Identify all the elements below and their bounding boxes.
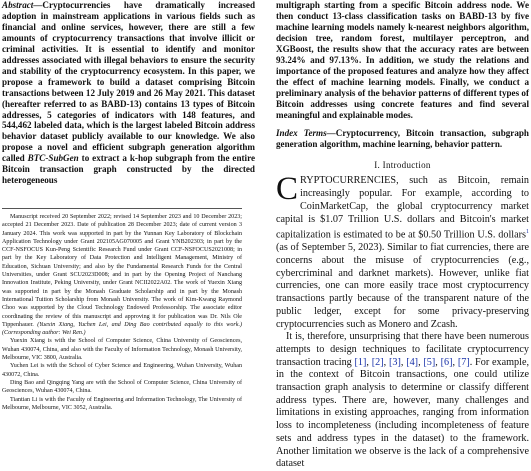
footnote-affiliation: Yuchen Lei is with the School of Cyber Science and Engineering, Wuhan University, Wuhan 430072, China.	[2, 363, 242, 378]
footnote-affiliation: Yuexin Xiang is with the School of Computer Science, China University of Geosciences, Wuhan 430074, China, and also with the Faculty of Information Technology, Monash University, Melbourne, VIC 3800, Australia.	[2, 338, 242, 362]
index-terms-text: Cryptocurrency, Bitcoin transaction, subgraph generation algorithm, machine learning, behavior pattern.	[276, 128, 529, 150]
footnote-block	[2, 213, 242, 412]
abstract-text-end: to extract a k-hop subgraph from the entire Bitcoin transaction graph constructed by the directed heterogeneous	[2, 153, 255, 186]
citation-link[interactable]: [4]	[406, 356, 419, 368]
intro-body	[276, 171, 530, 471]
intro-paragraph-1: CRYPTOCURRENCIES, such as Bitcoin, remain increasingly popular. For example, according to CoinMarketCap, the global cryptocurrency market capital is $1.07 Trillion U.S. dollars and Bitcoin's market capitalization is estimated to be at $0.50 Trillion U.S. dollars$^1$ (as of September 5, 2023). Similar to fiat currencies, there are concerns about the misuse of cryptocurrencies (e.g., cybercriminal and darknet markets). However, unlike fiat currencies, one can more easily trace most cryptocurrency transactions partly because of the transparent nature of the public ledger, except for some privacy-preserving cryptocurrencies such as Monero and Zcash.	[276, 171, 529, 330]
citation-link[interactable]: [5]	[423, 356, 436, 368]
drop-cap: C	[276, 171, 299, 208]
abstract-label: Abstract—	[2, 0, 43, 10]
citation-link[interactable]: [3]	[388, 356, 401, 368]
left-column	[2, 0, 255, 186]
algorithm-name: BTC-SubGen	[27, 153, 79, 164]
intro-paragraph-2: It is, therefore, unsurprising that there have been numerous attempts to design techniques to facilitate cryptocurrency transaction tracing [1], [2], [3], [4], [5], [6], [7]. For example, in the context of Bitcoin transactions, one could utilize transaction graph analysis to determine or classify different address types. There are, however, many challenges and limitations in existing approaches, ranging from information loss to incompleteness (including incompleteness of feature sets and address types in the dataset) to the framework. Another limitation we observe is the lack of a comprehensive dataset	[276, 331, 530, 470]
abstract-text: Cryptocurrencies have dramatically increased adoption in mainstream applications in various fields such as financial and online services, however, there are still a few amounts of cryptocurrency transactions that involve illicit or criminal activities. It is essential to identify and monitor addresses associated with illegal behaviors to ensure the security and stability of the cryptocurrency ecosystem. In this paper, we propose a framework to build a dataset comprising Bitcoin transactions between 12 July 2019 and 26 May 2021. This dataset (hereafter referred to as BABD-13) contains 13 types of Bitcoin addresses, 5 categories of indicators with 148 features, and 544,462 labeled data, which is the largest labeled Bitcoin address behavior dataset publicly available to our knowledge. We also propose a novel and efficient subgraph generation algorithm called	[2, 0, 255, 164]
footnote-rule	[2, 208, 242, 209]
footnote-manuscript: Manuscript received 20 September 2022; revised 14 September 2023 and 10 December 2023; accepted 21 December 2023. Date of publication 28 December 2023; date of current version 3 January 2024. This work was supported in part by the Yunnan Key Laboratory of Blockchain Application Technology under Grant 202105AG070005 and Grant YNB202303; in part by the CCF-NSFOCUS Kun-Peng Scientific Research Fund under Grant CCF-NSFOCUS2021008; in part by the Key Laboratory of Data Protection and Intelligent Management, Ministry of Education, Sichuan University; and also by the Fundamental Research Funds for the Central Universities, under Grant SCU2023D008; and in part by the Opening Project of Nanchang Innovation Institute, Peking University, under Grant NCII2022A02. The work of Yuexin Xiang was supported in part by the Monash Graduate Scholarship and in part by the Monash International Tuition Scholarship from Monash University. The work of Kim-Kwang Raymond Choo was supported by the Cloud Technology Endowed Professorship. The associate editor coordinating the review of this manuscript and approving it for publication was Dr. Nils Ole Tippenhauer. (Yuexin Xiang, Yuchen Lei, and Ding Bao contributed equally to this work.) (Corresponding author: Wei Ren.)	[2, 214, 242, 337]
section-title: I. Introduction	[374, 160, 431, 171]
citation-link[interactable]: [7]	[457, 356, 470, 368]
citation-link[interactable]: [2]	[371, 356, 384, 368]
index-terms-label: Index Terms—	[276, 128, 336, 139]
abstract-continued: multigraph starting from a specific Bitcoin address node. We then conduct 13-class classification tasks on BABD-13 by five machine learning models namely k-nearest neighbors algorithm, decision tree, random forest, multilayer perceptron, and XGBoost, the results show that the accuracy rates are between 93.24% and 97.13%. In addition, we study the relations and importance of the proposed features and analyze how they affect the effect of machine learning models. Finally, we conduct a preliminary analysis of the behavior patterns of different types of Bitcoin addresses using concrete features and find several meaningful and explainable modes.	[276, 0, 529, 120]
right-column	[276, 0, 529, 471]
index-terms	[276, 128, 529, 150]
footnote-affiliation: Tiantian Li is with the Faculty of Engineering and Information Technology, The University of Melbourne, Melbourne, VIC 3052, Australia.	[2, 396, 242, 411]
footnote-affiliation: Ding Bao and Qingqing Yang are with the School of Computer Science, China University of Geosciences, Wuhan 430074, China.	[2, 379, 242, 395]
citation-link[interactable]: [1]	[354, 356, 367, 368]
citation-link[interactable]: [6]	[440, 356, 453, 368]
footnote-link[interactable]: 1	[526, 229, 529, 236]
abstract	[2, 0, 255, 186]
